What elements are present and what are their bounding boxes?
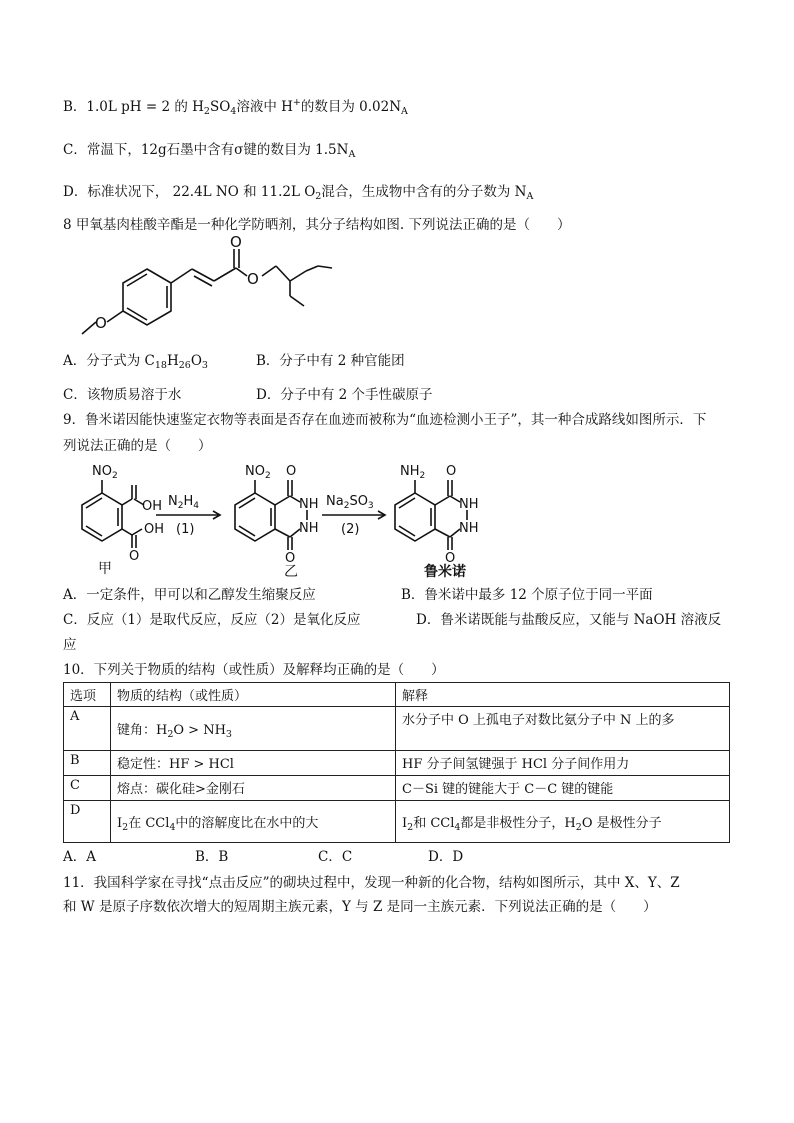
row-option-label: B <box>64 751 111 776</box>
table-header-row <box>64 683 730 707</box>
row-explanation: $I_2$和 CCl$_4$都是非极性分子，$H_2O$ 是极性分子 <box>396 801 730 843</box>
header-option: 选项 <box>64 683 111 707</box>
header-explanation: 解释 <box>396 683 730 707</box>
row-structure: 熔点：碳化硅>金刚石 <box>111 776 396 801</box>
ester-oxygen: O <box>247 270 259 288</box>
nitro-group-label: $NO_2$ <box>245 464 271 481</box>
q10-option-a: A．A <box>63 849 96 865</box>
nh-label: NH <box>459 521 479 536</box>
q9-stem-line1: 9．鲁米诺因能快速鉴定衣物等表面是否存在血迹而被称为“血迹检测小王子”，其一种合成路线如图所示．下 <box>63 412 707 428</box>
q9-option-c: C．反应（1）是取代反应，反应（2）是氧化反应 <box>63 612 361 628</box>
header-structure: 物质的结构（或性质） <box>111 683 396 707</box>
compound-yi-label: 乙 <box>284 564 298 580</box>
q7-option-b: B．1.0L pH = 2 的 $H_2SO_4$溶液中 H+的数目为 $0.02N_A$ <box>63 97 408 117</box>
oxygen-label: O <box>286 464 297 479</box>
q8-stem: 8 甲氧基肉桂酸辛酯是一种化学防晒剂，其分子结构如图. 下列说法正确的是（ ） <box>63 217 571 233</box>
step-1-label: (1) <box>176 522 195 537</box>
row-structure: 键角：$H_2O > NH_3$ <box>111 707 396 751</box>
q9-option-b: B．鲁米诺中最多 12 个原子位于同一平面 <box>401 587 653 603</box>
oxygen-label: O <box>446 464 457 479</box>
q8-molecule-structure <box>70 236 340 342</box>
nitro-group-label: $NO_2$ <box>92 464 118 481</box>
row-structure: $I_2$在 CCl$_4$中的溶解度比在水中的大 <box>111 801 396 843</box>
row-explanation: 水分子中 O 上孤电子对数比氨分子中 N 上的多 <box>396 707 730 751</box>
q11-stem-line2: 和 W 是原子序数依次增大的短周期主族元素，Y 与 Z 是同一主族元素．下列说法正确的是（ ） <box>63 899 657 915</box>
q10-option-c: C．C <box>318 849 353 865</box>
hydroxyl-label: OH <box>144 522 165 537</box>
q11-stem-line1: 11．我国科学家在寻找“点击反应”的砌块过程中，发现一种新的化合物，结构如图所示，其中 X、Y、Z <box>63 875 680 891</box>
q7-option-d: D．标准状况下， 22.4L NO 和 11.2L $O_2$混合，生成物中含有的分子数为 $N_A$ <box>63 184 534 202</box>
nh-label: NH <box>299 497 319 512</box>
q8-option-d: D．分子中有 2 个手性碳原子 <box>256 387 433 403</box>
q7-option-c: C．常温下，12g石墨中含有σ键的数目为 $1.5N_A$ <box>63 142 356 160</box>
q9-option-d-continued: 应 <box>63 637 77 653</box>
compound-jia-label: 甲 <box>98 561 112 577</box>
q8-option-c: C．该物质易溶于水 <box>63 387 182 403</box>
table-row <box>64 707 730 751</box>
step-2-label: (2) <box>341 522 360 537</box>
methoxy-oxygen: O <box>95 314 107 332</box>
table-row <box>64 751 730 776</box>
row-explanation: HF 分子间氢键强于 HCl 分子间作用力 <box>396 751 730 776</box>
row-option-label: D <box>64 801 111 843</box>
oxygen-label: O <box>129 549 140 564</box>
q9-option-a: A．一定条件，甲可以和乙醇发生缩聚反应 <box>63 587 316 603</box>
reagent-sodium-sulfite: $Na_2SO_3$ <box>326 494 374 511</box>
hydroxyl-label: OH <box>142 499 163 514</box>
q10-option-d: D．D <box>428 849 464 865</box>
amino-group-label: $NH_2$ <box>400 464 426 481</box>
row-structure: 稳定性：HF > HCl <box>111 751 396 776</box>
q10-stem: 10．下列关于物质的结构（或性质）及解释均正确的是（ ） <box>63 662 445 678</box>
table-row <box>64 776 730 801</box>
nh-label: NH <box>459 497 479 512</box>
q9-option-d: D．鲁米诺既能与盐酸反应，又能与 NaOH 溶液反 <box>416 612 722 628</box>
row-option-label: C <box>64 776 111 801</box>
compound-luminol-label: 鲁米诺 <box>424 564 466 580</box>
carbonyl-oxygen: O <box>230 236 242 251</box>
oxygen-label: O <box>285 551 296 566</box>
nh-label: NH <box>299 521 319 536</box>
row-option-label: A <box>64 707 111 751</box>
reagent-hydrazine: $N_2H_4$ <box>168 494 199 511</box>
q9-stem-line2: 列说法正确的是（ ） <box>63 438 212 454</box>
q8-option-b: B．分子中有 2 种官能团 <box>256 353 405 369</box>
oxygen-label: O <box>445 551 456 566</box>
q8-option-a: A．分子式为 $C_{18}H_{26}O_3$ <box>63 353 208 371</box>
q10-table <box>63 682 730 843</box>
table-row <box>64 801 730 843</box>
q9-synthesis-scheme <box>60 460 500 582</box>
q10-option-b: B．B <box>195 849 229 865</box>
row-explanation: C－Si 键的键能大于 C－C 键的键能 <box>396 776 730 801</box>
